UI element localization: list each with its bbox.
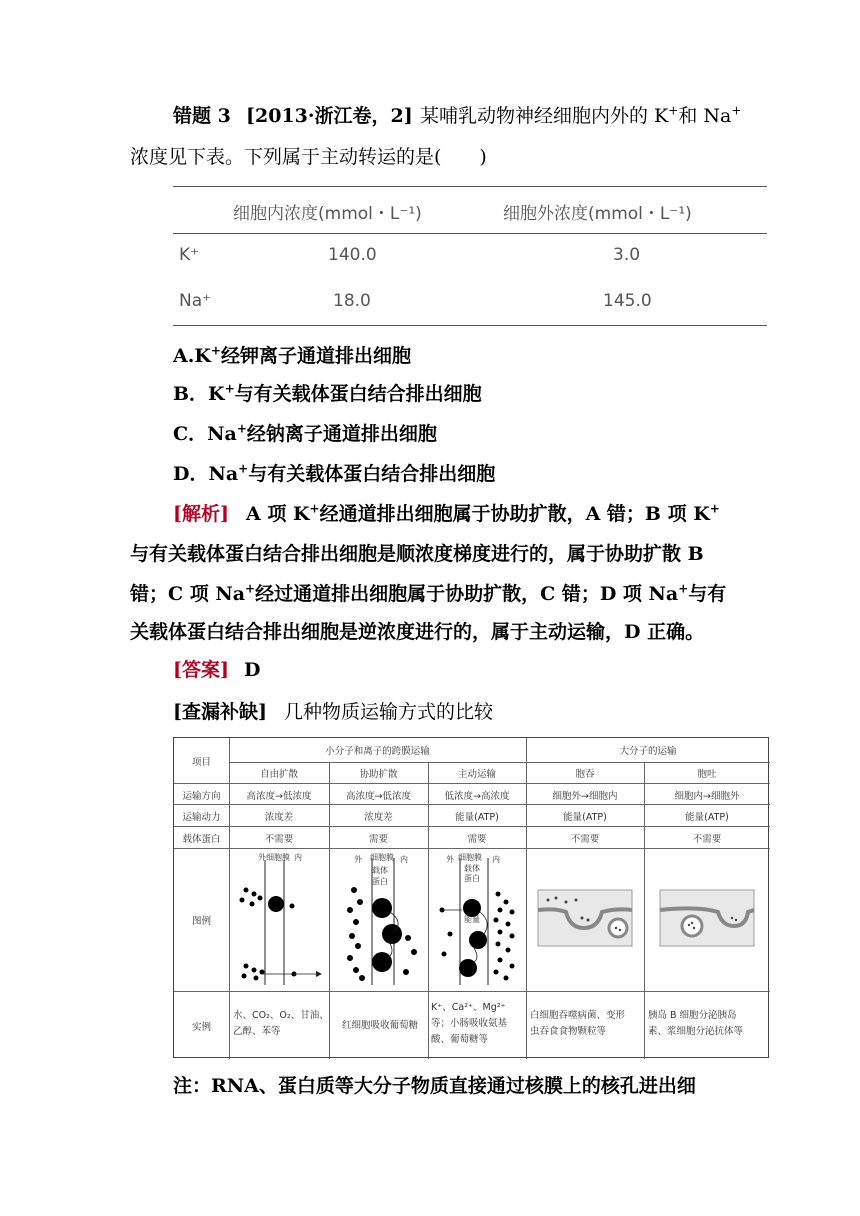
example-label: 实例 (191, 1022, 211, 1033)
mode-facilitated: 协助扩散 (359, 769, 398, 780)
question-label: 错题 3 (173, 105, 231, 127)
row-outside: 145.0 (603, 291, 652, 311)
mode-active: 主动运输 (457, 769, 496, 780)
question-stem-text: 某哺乳动物神经细胞内外的 K+和 Na+ (420, 103, 742, 127)
row-ion: K⁺ (179, 245, 200, 265)
supplement-title: 几种物质运输方式的比较 (284, 701, 494, 723)
example-active: K⁺、Ca²⁺、Mg²⁺ 等；小肠吸收氨基 酸、葡萄糖等 (431, 1002, 508, 1045)
row-label: 运输动力 (182, 812, 221, 823)
row-label: 运输方向 (182, 791, 221, 802)
free-diffusion-diagram (232, 850, 326, 990)
supplement-label: [查漏补缺] (173, 701, 267, 723)
mode-exocytosis: 胞吐 (697, 769, 717, 780)
group-small: 小分子和离子的跨膜运输 (325, 746, 430, 757)
answer-label: [答案] (173, 659, 229, 681)
analysis-label: [解析] (173, 503, 229, 525)
answer-value: D (244, 659, 261, 681)
row-inside: 18.0 (333, 291, 371, 311)
header-outside: 细胞外浓度(mmol・L⁻¹) (503, 204, 692, 224)
group-large: 大分子的运输 (619, 746, 677, 757)
col-project: 项目 (191, 757, 211, 768)
example-exocytosis: 胰岛 B 细胞分泌胰岛 素、浆细胞分泌抗体等 (648, 1010, 744, 1037)
mode-free: 自由扩散 (259, 769, 298, 780)
mode-endocytosis: 胞吞 (575, 769, 595, 780)
example-endocytosis: 白细胞吞噬病菌、变形 虫吞食食物颗粒等 (530, 1010, 626, 1037)
legend-label: 图例 (191, 916, 211, 927)
row-inside: 140.0 (328, 245, 377, 265)
header-inside: 细胞内浓度(mmol・L⁻¹) (233, 204, 422, 224)
comparison-table: 项目 小分子和离子的跨膜运输 大分子的运输 自由扩散 协助扩散 主动运输 胞吞 胞吐 运输方向 高浓度→低浓度 高浓度→低浓度 低浓度→高浓度 细胞外→细胞内 细胞内→细胞外 运输动力 浓度差 浓度差 能量(ATP) 能量(ATP) 能量(ATP) 载体蛋白 不需要 需要 需要 不需要 不需要 图例 外 细胞膜 内 外 细胞膜 内 载体 蛋白 外 细胞膜 内 载体 蛋白 能量 实例 水、CO₂、O₂、甘油、 乙醇、苯等 红细胞吸收葡萄糖 K⁺、Ca²⁺、Mg²⁺ 等；小肠吸收氨基 酸、葡萄糖等 白细胞吞噬病菌、变形 虫吞食食物颗粒等 胰岛 B 细胞分泌胰岛 素、浆细胞分泌抗体等 (173, 737, 769, 1058)
question-source: [2013·浙江卷，2] (246, 105, 413, 127)
endocytosis-diagram (536, 888, 634, 950)
row-ion: Na⁺ (179, 291, 212, 311)
example-free: 水、CO₂、O₂、甘油、 乙醇、苯等 (233, 1010, 329, 1037)
row-outside: 3.0 (613, 245, 641, 265)
example-facilitated: 红细胞吸收葡萄糖 (341, 1020, 418, 1031)
row-label: 载体蛋白 (182, 834, 221, 845)
exocytosis-diagram (658, 888, 756, 950)
